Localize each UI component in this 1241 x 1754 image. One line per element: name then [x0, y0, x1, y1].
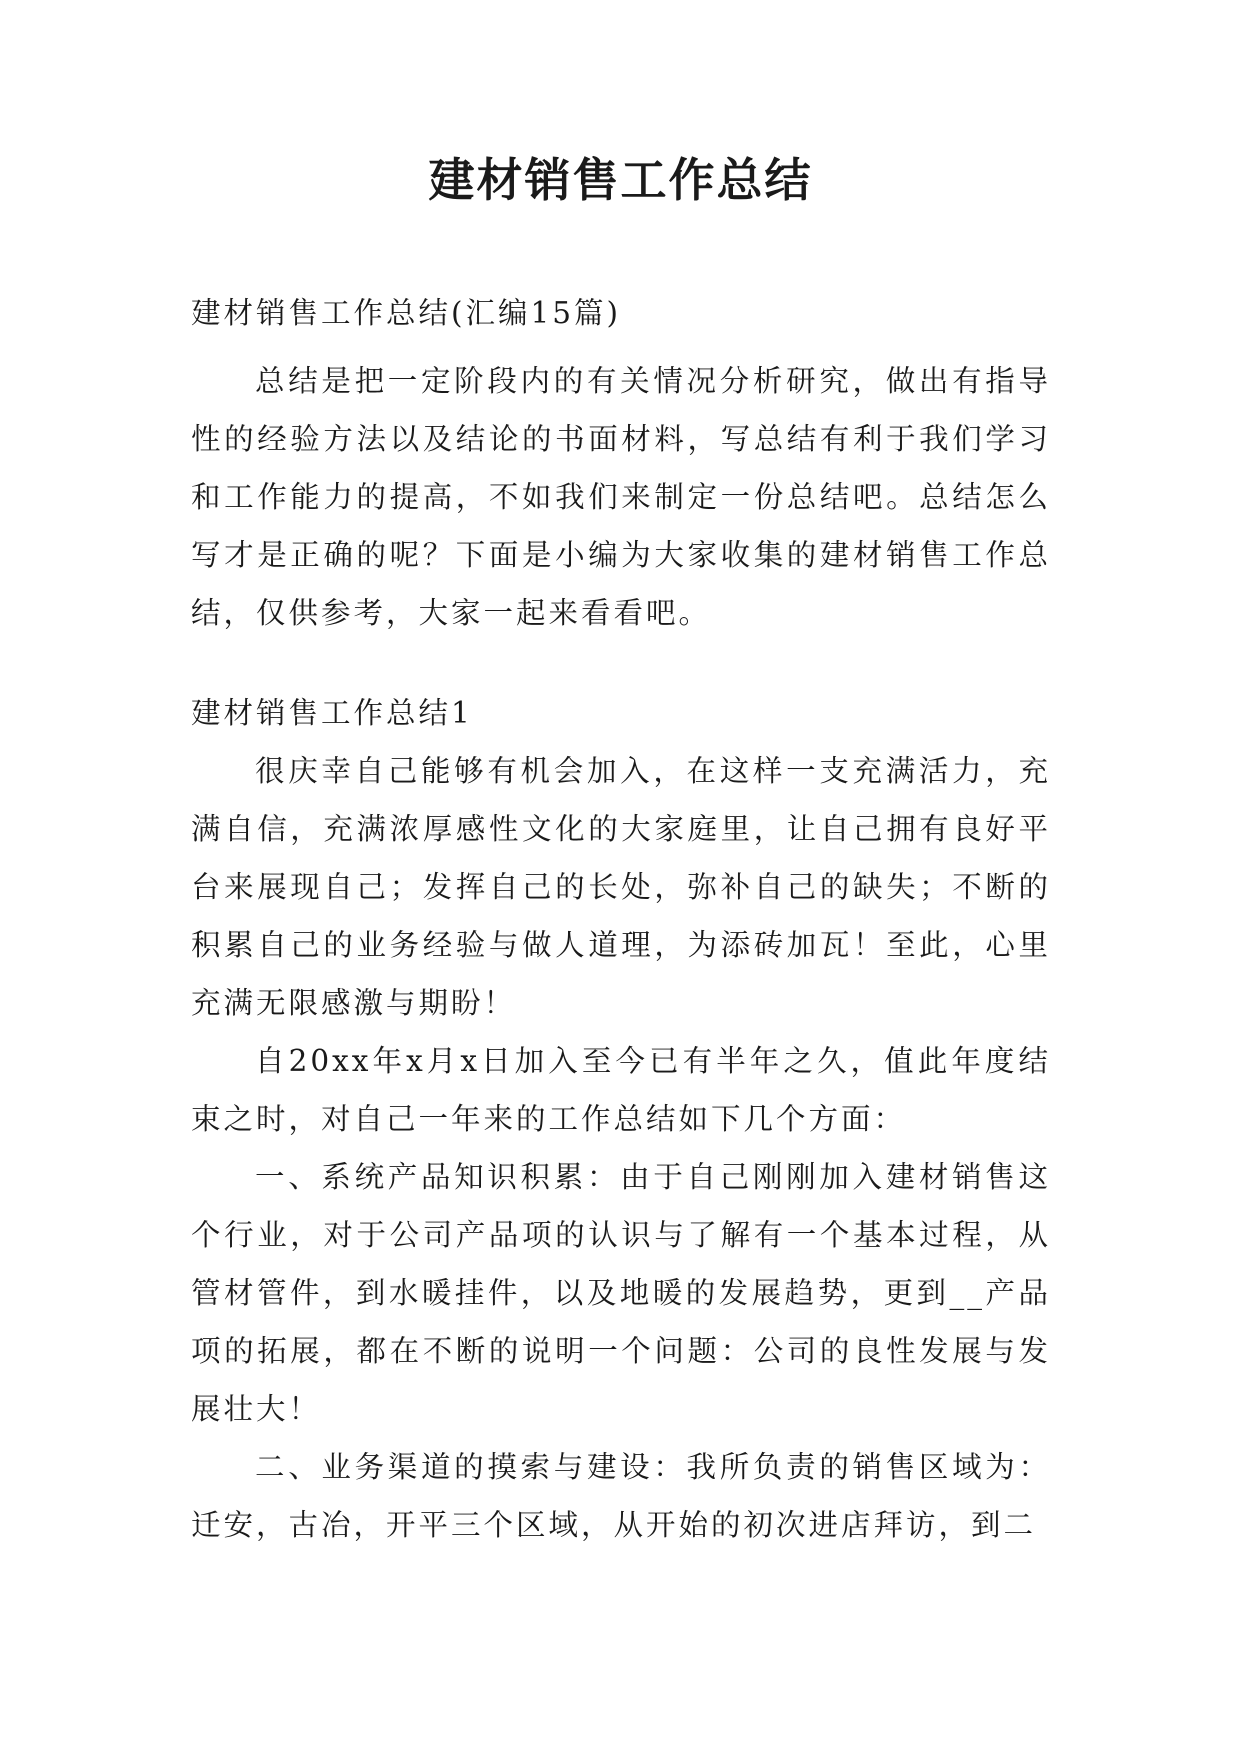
spacer — [191, 642, 1051, 684]
body-paragraph: 很庆幸自己能够有机会加入，在这样一支充满活力，充满自信，充满浓厚感性文化的大家庭里，让自己拥有良好平台来展现自己；发挥自己的长处，弥补自己的缺失；不断的积累自己的业务经验与做人道理，为添砖加瓦！至此，心里充满无限感激与期盼！ — [191, 754, 1051, 1020]
intro-paragraph: 总结是把一定阶段内的有关情况分析研究，做出有指导性的经验方法以及结论的书面材料，写总结有利于我们学习和工作能力的提高，不如我们来制定一份总结吧。总结怎么写才是正确的呢？下面是小编为大家收集的建材销售工作总结，仅供参考，大家一起来看看吧。 — [191, 364, 1051, 630]
body-paragraph: 自20xx年x月x日加入至今已有半年之久，值此年度结束之时，对自己一年来的工作总结如下几个方面： — [191, 1044, 1051, 1136]
body-paragraph: 二、业务渠道的摸索与建设：我所负责的销售区域为：迁安，古冶，开平三个区域，从开始的初次进店拜访，到二 — [191, 1450, 1051, 1542]
spacer — [191, 342, 1051, 352]
section-heading: 建材销售工作总结1 — [191, 696, 473, 730]
document-body — [191, 284, 1051, 1554]
document-title: 建材销售工作总结 — [428, 153, 813, 207]
document-subtitle: 建材销售工作总结(汇编15篇) — [191, 296, 622, 330]
body-paragraph: 一、系统产品知识积累：由于自己刚刚加入建材销售这个行业，对于公司产品项的认识与了解有一个基本过程，从管材管件，到水暖挂件，以及地暖的发展趋势，更到__产品项的拓展，都在不断的说明一个问题：公司的良性发展与发展壮大！ — [191, 1160, 1051, 1426]
